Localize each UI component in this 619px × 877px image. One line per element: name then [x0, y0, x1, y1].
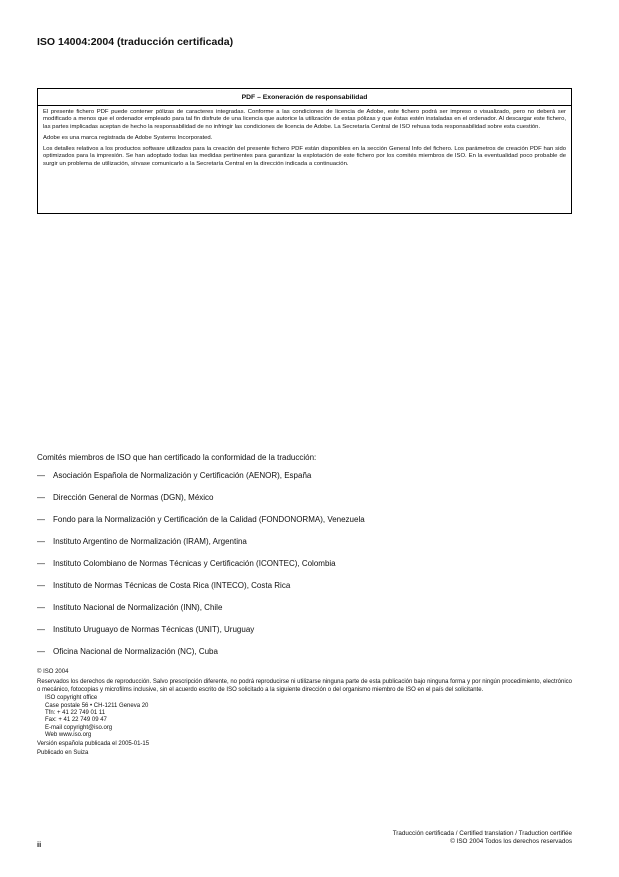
- address-block: [37, 695, 572, 739]
- address-line: Fax: + 41 22 749 09 47: [45, 717, 107, 724]
- copyright-line: © ISO 2004: [37, 669, 69, 675]
- pdf-disclaimer-box: [37, 88, 572, 214]
- member-item: [37, 537, 365, 559]
- member-item: [37, 471, 365, 493]
- member-name: Instituto Argentino de Normalización (IRAM), Argentina: [53, 537, 247, 546]
- dash: —: [37, 647, 45, 656]
- member-name: Instituto Colombiano de Normas Técnicas y Certificación (ICONTEC), Colombia: [53, 559, 336, 568]
- document-title: ISO 14004:2004 (traducción certificada): [37, 36, 234, 48]
- dash: —: [37, 581, 45, 590]
- member-name: Oficina Nacional de Normalización (NC), Cuba: [53, 647, 218, 656]
- disclaimer-paragraph: El presente fichero PDF puede contener pólizas de caracteres integradas. Conforme a las condiciones de licencia de Adobe, este fichero podrá ser impreso o visualizado, pero no deberá ser modificado a menos que el ordenador empleado para tal fin disfrute de una licencia que autorice la utilización de estas pólizas y que éstas estén instaladas en el ordenador. Al descargar este fichero, las partes implicadas aceptan de hecho la responsabilidad de no infringir las condiciones de licencia de Adobe. La Secretaría Central de ISO rehusa toda responsabilidad sobre esta cuestión.: [43, 109, 566, 130]
- divider: [38, 105, 571, 106]
- copyright-text: Reservados los derechos de reproducción. Salvo prescripción diferente, no podrá reproducirse ni utilizarse ninguna parte de esta publicación bajo ninguna forma y por ningún procedimiento, electrónico o mecánico, fotocopias y microfilms inclusive, sin el acuerdo escrito de ISO solicitado a la siguiente dirección o del organismo miembro de ISO en el país del solicitante.: [37, 679, 572, 693]
- disclaimer-paragraph: Adobe es una marca registrada de Adobe Systems Incorporated.: [43, 134, 213, 141]
- disclaimer-paragraph: Los detalles relativos a los productos software utilizados para la creación del presente fichero PDF están disponibles en la sección General Info del fichero. Los parámetros de creación PDF han sido optimizados para la impresión. Se han adoptado todas las medidas pertinentes para garantizar la explotación de este fichero por los comités miembros de ISO. En la eventualidad poco probable de surgir un problema de utilización, sírvase comunicarlo a la Secretaría Central en la dirección indicada a continuación.: [43, 146, 566, 167]
- member-item: [37, 647, 365, 669]
- dash: —: [37, 515, 45, 524]
- member-name: Instituto Uruguayo de Normas Técnicas (UNIT), Uruguay: [53, 625, 255, 634]
- dash: —: [37, 559, 45, 568]
- member-name: Dirección General de Normas (DGN), México: [53, 493, 214, 502]
- copyright-section: [37, 669, 572, 757]
- footer-line: Traducción certificada / Certified translation / Traduction certifiée: [392, 830, 572, 837]
- member-name: Fondo para la Normalización y Certificación de la Calidad (FONDONORMA), Venezuela: [53, 515, 365, 524]
- dash: —: [37, 603, 45, 612]
- address-line: Case postale 56 • CH-1211 Geneva 20: [45, 702, 149, 709]
- footer-text: [393, 830, 572, 846]
- dash: —: [37, 625, 45, 634]
- address-line: Web www.iso.org: [45, 732, 92, 739]
- dash: —: [37, 537, 45, 546]
- member-name: Instituto de Normas Técnicas de Costa Rica (INTECO), Costa Rica: [53, 581, 291, 590]
- footer-line: © ISO 2004 Todos los derechos reservados: [450, 838, 572, 845]
- member-item: [37, 559, 365, 581]
- member-name: Asociación Española de Normalización y Certificación (AENOR), España: [53, 471, 312, 480]
- member-item: [37, 625, 365, 647]
- member-item: [37, 493, 365, 515]
- member-item: [37, 515, 365, 537]
- member-committees: [37, 453, 365, 669]
- member-name: Instituto Nacional de Normalización (INN), Chile: [53, 603, 223, 612]
- address-line: Tfn: + 41 22 749 01 11: [45, 710, 106, 717]
- member-item: [37, 603, 365, 625]
- address-line: ISO copyright office: [45, 695, 98, 702]
- dash: —: [37, 471, 45, 480]
- page-number: ii: [37, 840, 42, 849]
- published-line: Publicado en Suiza: [37, 750, 89, 757]
- dash: —: [37, 493, 45, 502]
- member-item: [37, 581, 365, 603]
- version-line: Versión española publicada el 2005-01-15: [37, 740, 150, 747]
- address-line: E-mail copyright@iso.org: [45, 724, 113, 731]
- members-heading: Comités miembros de ISO que han certificado la conformidad de la traducción:: [37, 453, 317, 462]
- disclaimer-heading: PDF – Exoneración de responsabilidad: [241, 94, 368, 101]
